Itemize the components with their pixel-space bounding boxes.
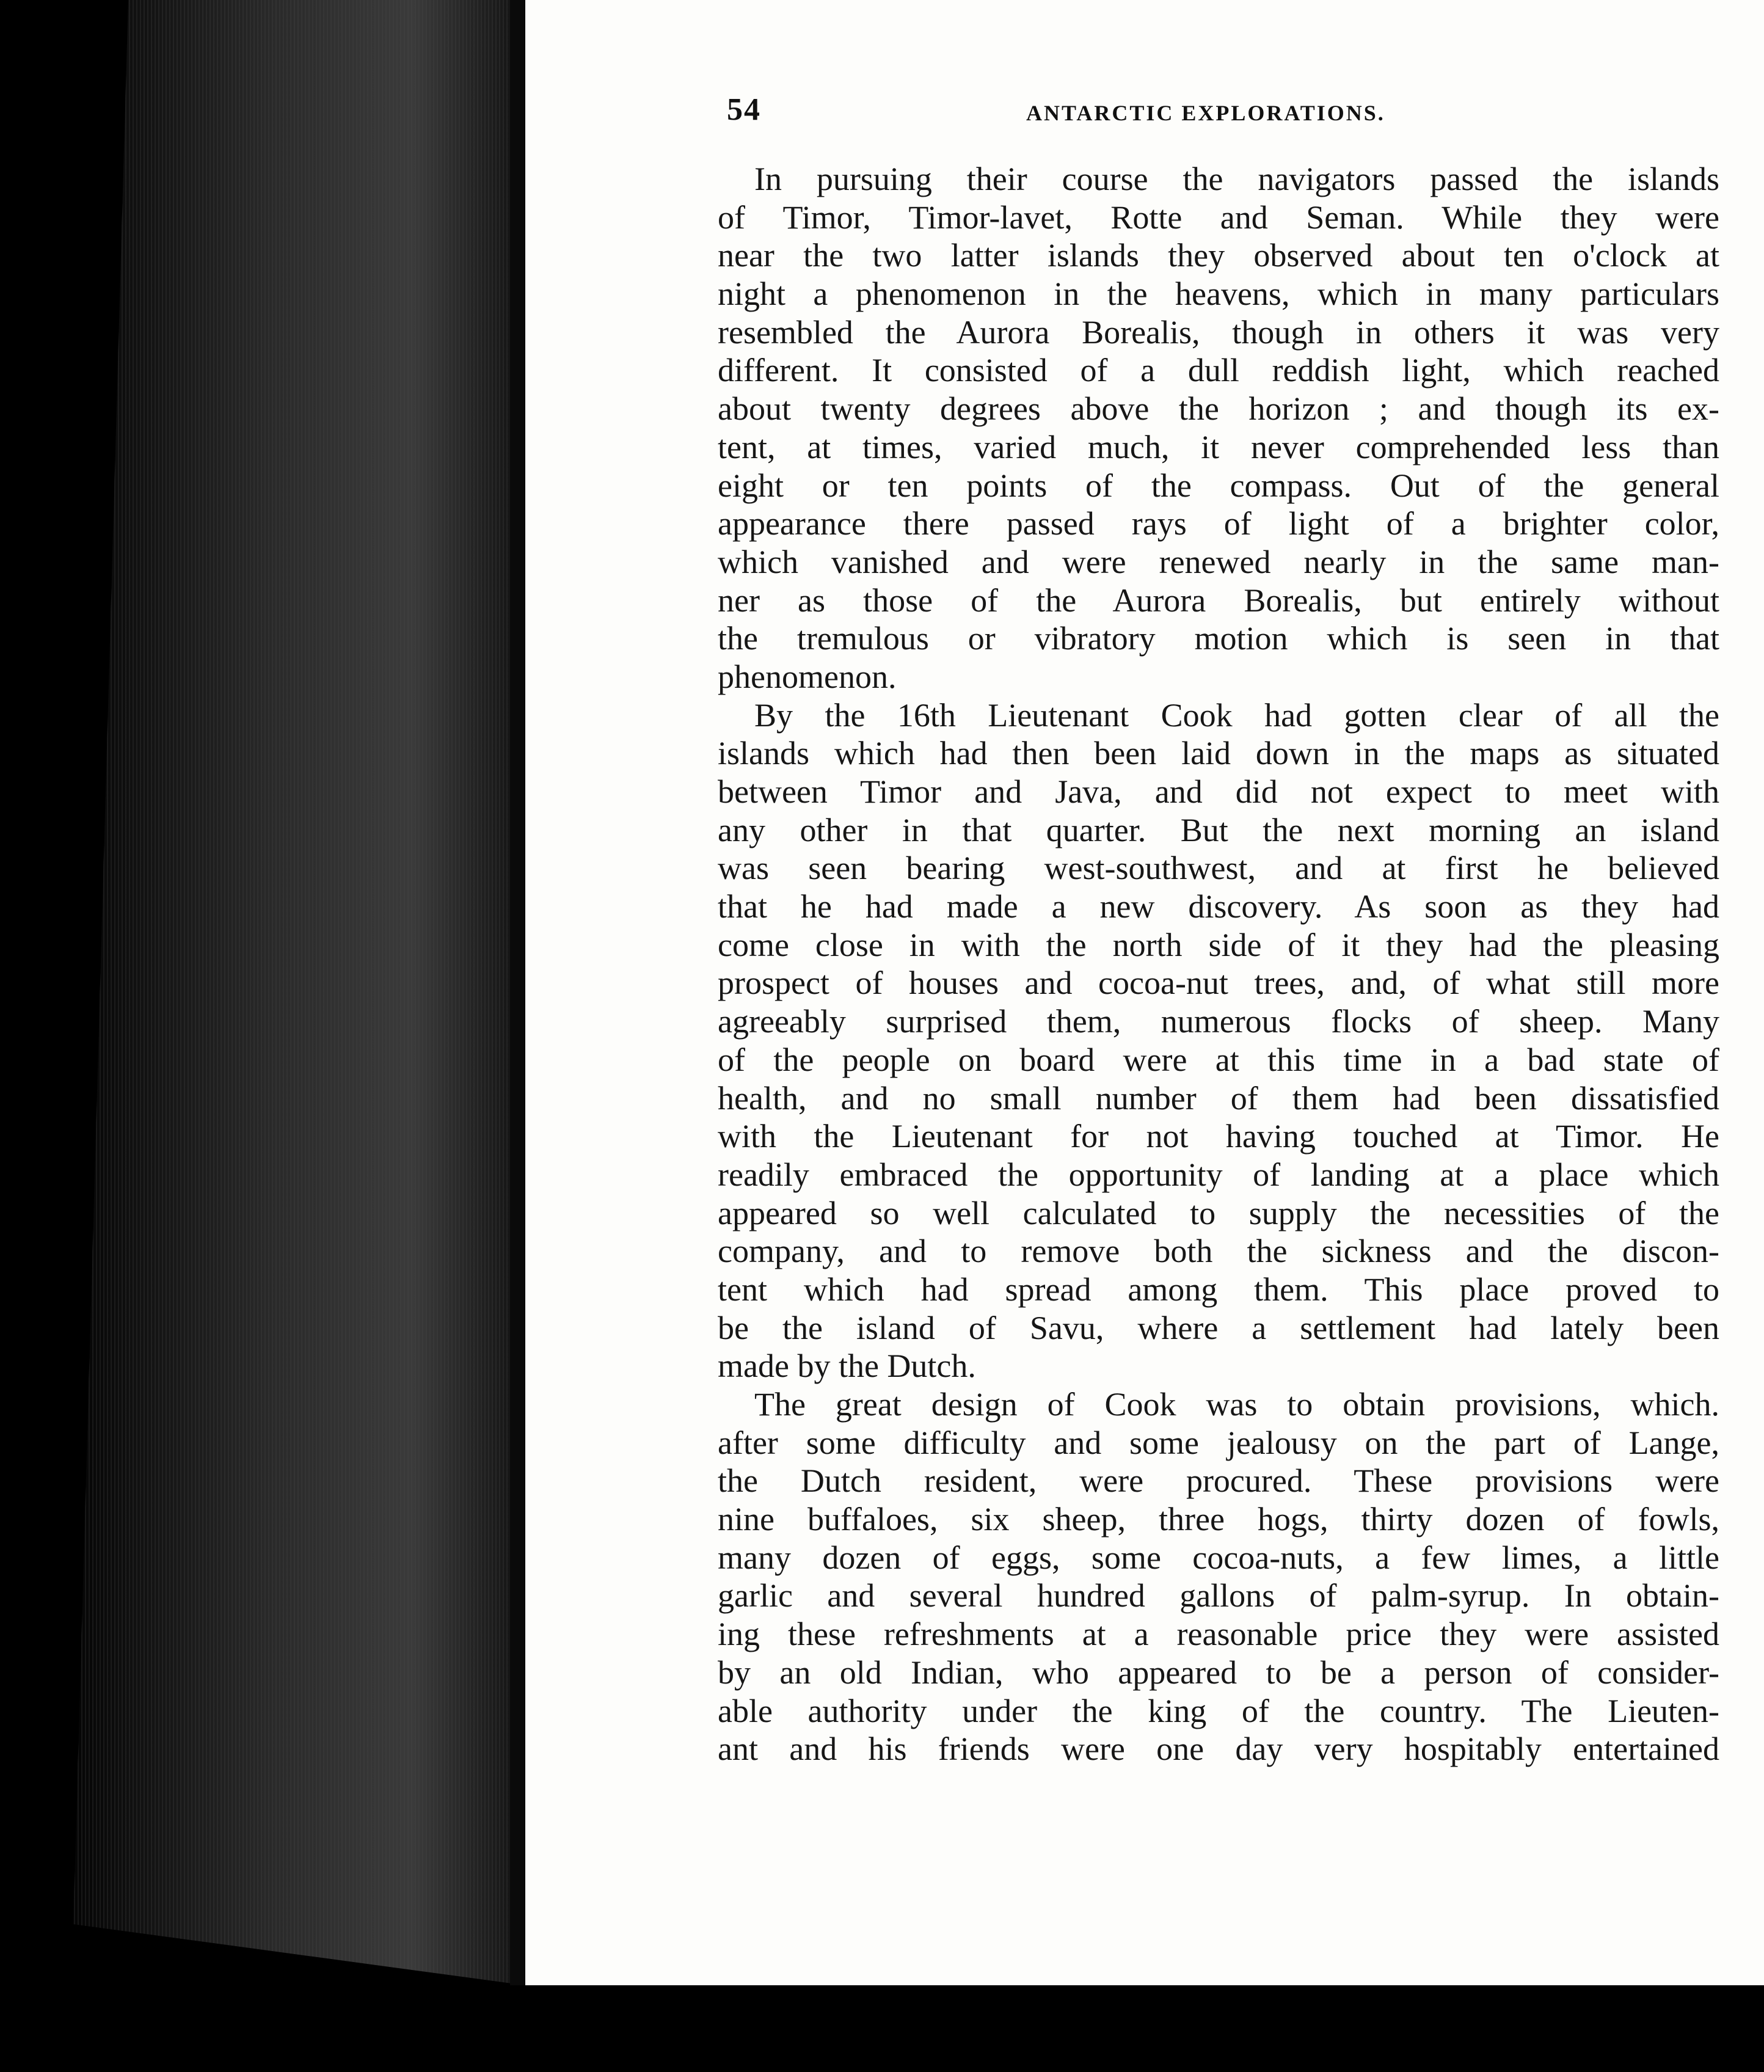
text-line: garlic and several hundred gallons of palm-syrup. In obtain- <box>718 1577 1719 1614</box>
text-line: between Timor and Java, and did not expect to meet with <box>718 773 1719 810</box>
text-line: appearance there passed rays of light of a brighter color, <box>718 505 1719 542</box>
text-line: many dozen of eggs, some cocoa-nuts, a few limes, a little <box>718 1539 1719 1576</box>
text-line: any other in that quarter. But the next morning an island <box>718 811 1719 848</box>
text-line: able authority under the king of the country. The Lieuten- <box>718 1692 1719 1729</box>
text-line: different. It consisted of a dull reddish light, which reached <box>718 352 1719 389</box>
body-text <box>718 160 1719 1768</box>
text-line: By the 16th Lieutenant Cook had gotten clear of all the <box>754 696 1719 734</box>
text-line: agreeably surprised them, numerous flocks of sheep. Many <box>718 1003 1719 1040</box>
text-line: the Dutch resident, were procured. These provisions were <box>718 1462 1719 1500</box>
text-line: islands which had then been laid down in the maps as situated <box>718 735 1719 772</box>
text-line: company, and to remove both the sickness and the discon- <box>718 1233 1719 1270</box>
text-line: of Timor, Timor-lavet, Rotte and Seman. While they were <box>718 199 1719 236</box>
running-title: ANTARCTIC EXPLORATIONS. <box>1026 101 1385 125</box>
text-line: come close in with the north side of it they had the pleasing <box>718 926 1719 963</box>
text-line: made by the Dutch. <box>718 1348 976 1385</box>
text-line: which vanished and were renewed nearly in the same man- <box>718 543 1719 580</box>
text-line: tent which had spread among them. This place proved to <box>718 1271 1719 1308</box>
text-line: eight or ten points of the compass. Out of the general <box>718 467 1719 504</box>
text-line: ant and his friends were one day very hospitably entertained <box>718 1731 1719 1768</box>
text-line: tent, at times, varied much, it never comprehended less than <box>718 428 1719 465</box>
text-line: In pursuing their course the navigators passed the islands <box>754 161 1719 197</box>
text-line: readily embraced the opportunity of landing at a place which <box>718 1156 1719 1193</box>
text-line: ner as those of the Aurora Borealis, but entirely without <box>718 582 1719 619</box>
text-line: The great design of Cook was to obtain provisions, which. <box>754 1386 1719 1423</box>
text-line: with the Lieutenant for not having touched at Timor. He <box>718 1118 1719 1155</box>
text-line: that he had made a new discovery. As soon as they had <box>718 888 1719 925</box>
text-line: near the two latter islands they observed about ten o'clock at <box>718 237 1719 274</box>
text-line: appeared so well calculated to supply the necessities of the <box>718 1194 1719 1231</box>
text-line: phenomenon. <box>718 658 897 695</box>
text-line: night a phenomenon in the heavens, which in many particulars <box>718 275 1719 313</box>
page-header <box>727 92 1729 140</box>
text-line: about twenty degrees above the horizon ; and though its ex- <box>718 390 1719 428</box>
text-line: prospect of houses and cocoa-nut trees, and, of what still more <box>718 965 1719 1002</box>
page-number: 54 <box>727 92 761 127</box>
text-line: health, and no small number of them had been dissatisfied <box>718 1079 1719 1117</box>
text-line: after some difficulty and some jealousy on the part of Lange, <box>718 1424 1719 1461</box>
text-line: nine buffaloes, six sheep, three hogs, thirty dozen of fowls, <box>718 1501 1719 1538</box>
text-line: ing these refreshments at a reasonable price they were assisted <box>718 1616 1719 1653</box>
text-line: resembled the Aurora Borealis, though in others it was very <box>718 313 1719 351</box>
text-line: was seen bearing west-southwest, and at first he believed <box>718 850 1719 887</box>
text-line: the tremulous or vibratory motion which is seen in that <box>718 620 1719 657</box>
text-line: of the people on board were at this time in a bad state of <box>718 1041 1719 1078</box>
text-line: be the island of Savu, where a settlement had lately been <box>718 1309 1719 1346</box>
text-line: by an old Indian, who appeared to be a person of consider- <box>718 1654 1719 1691</box>
